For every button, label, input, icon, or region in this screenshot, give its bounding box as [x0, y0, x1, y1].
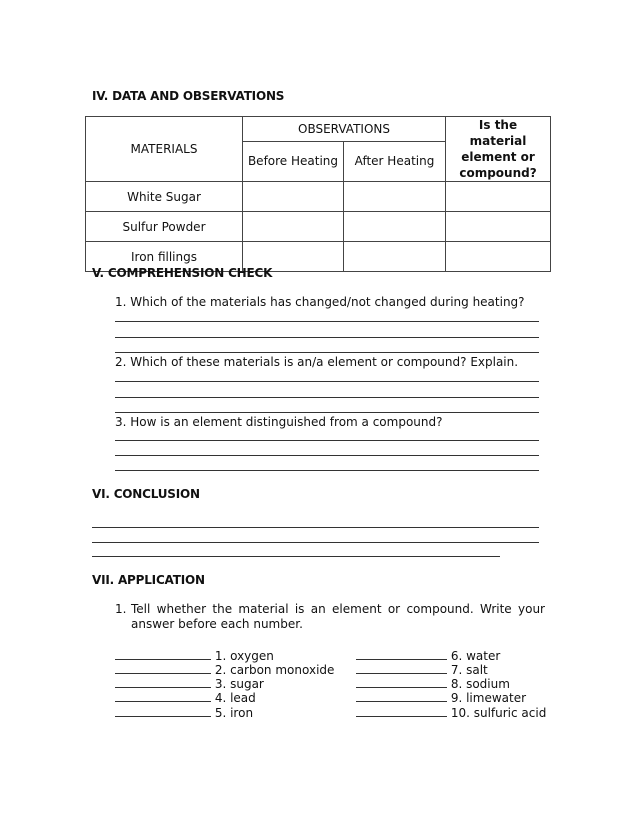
answer-line[interactable] — [115, 470, 539, 471]
type-cell[interactable] — [446, 182, 551, 212]
materials-header: MATERIALS — [86, 117, 243, 182]
answer-line[interactable] — [115, 440, 539, 441]
answer-blank[interactable] — [115, 689, 211, 702]
answer-blank[interactable] — [115, 675, 211, 688]
conclusion-line[interactable] — [92, 556, 500, 557]
item-label: 6. water — [450, 649, 501, 663]
question-1: 1. Which of the materials has changed/not changed during heating? — [115, 295, 525, 309]
type-cell[interactable] — [446, 242, 551, 272]
section-heading-application: VII. APPLICATION — [92, 573, 205, 587]
observations-table — [85, 116, 551, 272]
before-cell[interactable] — [243, 212, 344, 242]
answer-line[interactable] — [115, 352, 539, 353]
before-cell[interactable] — [243, 182, 344, 212]
question-3: 3. How is an element distinguished from a compound? — [115, 415, 443, 429]
item-label: 10. sulfuric acid — [450, 706, 547, 720]
list-item — [356, 704, 546, 720]
material-name: White Sugar — [86, 182, 243, 212]
section-heading-comprehension: V. COMPREHENSION CHECK — [92, 266, 273, 280]
section-heading-data: IV. DATA AND OBSERVATIONS — [92, 89, 285, 103]
item-label: 2. carbon monoxide — [214, 663, 335, 677]
conclusion-line[interactable] — [92, 542, 539, 543]
table-row — [86, 182, 551, 212]
after-heating-header: After Heating — [344, 141, 446, 181]
list-item — [356, 689, 526, 705]
after-cell[interactable] — [344, 212, 446, 242]
item-label: 1. oxygen — [214, 649, 274, 663]
item-label: 3. sugar — [214, 677, 264, 691]
answer-blank[interactable] — [356, 704, 447, 717]
answer-blank[interactable] — [115, 661, 211, 674]
item-label: 4. lead — [214, 691, 256, 705]
item-label: 5. iron — [214, 706, 254, 720]
answer-line[interactable] — [115, 381, 539, 382]
table-row — [86, 212, 551, 242]
material-name: Sulfur Powder — [86, 212, 243, 242]
answer-blank[interactable] — [115, 647, 211, 660]
answer-blank[interactable] — [356, 647, 447, 660]
instruction-line-2: answer before each number. — [131, 617, 303, 631]
answer-line[interactable] — [115, 337, 539, 338]
answer-blank[interactable] — [115, 704, 211, 717]
observations-header: OBSERVATIONS — [243, 117, 446, 142]
item-label: 9. limewater — [450, 691, 527, 705]
type-cell[interactable] — [446, 212, 551, 242]
answer-line[interactable] — [115, 455, 539, 456]
conclusion-line[interactable] — [92, 527, 539, 528]
answer-blank[interactable] — [356, 675, 447, 688]
answer-blank[interactable] — [356, 661, 447, 674]
list-item — [115, 704, 253, 720]
before-heating-header: Before Heating — [243, 141, 344, 181]
material-name: Iron fillings — [86, 242, 243, 272]
instruction-number: 1. — [115, 602, 127, 616]
item-label: 8. sodium — [450, 677, 510, 691]
list-item — [115, 689, 256, 705]
instruction-line-1: Tell whether the material is an element or compound. Write your — [131, 602, 545, 616]
answer-blank[interactable] — [356, 689, 447, 702]
after-cell[interactable] — [344, 182, 446, 212]
section-heading-conclusion: VI. CONCLUSION — [92, 487, 200, 501]
answer-line[interactable] — [115, 397, 539, 398]
type-header: Is the material element or compound? — [446, 117, 551, 182]
answer-line[interactable] — [115, 321, 539, 322]
question-2: 2. Which of these materials is an/a element or compound? Explain. — [115, 355, 519, 369]
after-cell[interactable] — [344, 242, 446, 272]
answer-line[interactable] — [115, 412, 539, 413]
item-label: 7. salt — [450, 663, 488, 677]
